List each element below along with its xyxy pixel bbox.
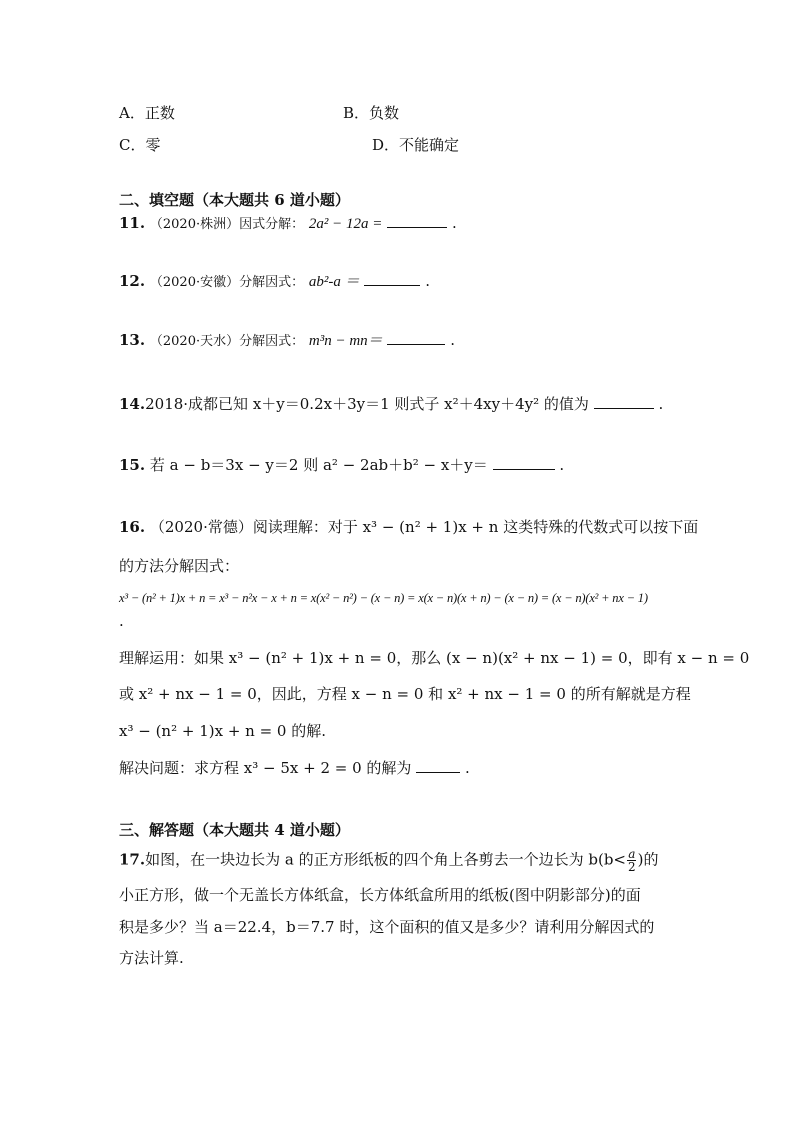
fraction-numerator: a xyxy=(628,847,636,861)
question-13 xyxy=(119,330,455,352)
answer-blank[interactable] xyxy=(387,330,445,345)
option-d: D．不能确定 xyxy=(372,136,460,154)
question-16-apply: 理解运用：如果 x³ − (n² + 1)x + n = 0，那么 (x − n)(x² + nx − 1) = 0，即有 x − n = 0 xyxy=(119,649,750,667)
option-c: C．零 xyxy=(119,136,161,154)
question-15 xyxy=(119,455,564,475)
question-16-solve xyxy=(119,758,470,778)
question-expression: 2a² − 12a = xyxy=(308,216,383,232)
question-expression: m³n − mn＝ xyxy=(308,333,383,349)
question-expression: ab²-a ＝ xyxy=(308,274,360,290)
question-17-line2: 小正方形，做一个无盖长方体纸盒，长方体纸盒所用的纸板(图中阴影部分)的面 xyxy=(119,886,641,904)
question-source: （2020·安徽）分解因式： xyxy=(149,275,305,290)
answer-blank[interactable] xyxy=(594,394,654,409)
question-12 xyxy=(119,271,430,293)
question-16-line7: x³ − (n² + 1)x + n = 0 的解. xyxy=(119,722,327,740)
question-17-line4: 方法计算. xyxy=(119,949,184,967)
answer-blank[interactable] xyxy=(493,455,555,470)
question-source: （2020·天水）分解因式： xyxy=(149,334,305,349)
question-end: . xyxy=(464,759,470,777)
question-17-line3: 积是多少？当 a＝22.4，b＝7.7 时，这个面积的值又是多少？请利用分解因式的 xyxy=(119,918,655,936)
question-16 xyxy=(119,517,698,537)
fraction-a-over-2 xyxy=(627,848,637,873)
derivation-end: . xyxy=(119,612,124,630)
section-heading-answer: 三、解答题（本大题共 4 道小题） xyxy=(119,821,350,839)
section-heading-fill-in: 二、填空题（本大题共 6 道小题） xyxy=(119,191,350,209)
question-number: 12. xyxy=(119,272,146,290)
question-source: （2020·株洲）因式分解： xyxy=(149,217,305,232)
question-end: . xyxy=(425,272,430,290)
question-number: 16. xyxy=(119,518,146,536)
question-16-line6: 或 x² + nx − 1 = 0，因此，方程 x − n = 0 和 x² + nx − 1 = 0 的所有解就是方程 xyxy=(119,685,691,703)
question-number: 15. xyxy=(119,456,146,474)
question-text: 2018·成都已知 x＋y＝0.2x＋3y＝1 则式子 x²＋4xy＋4y² 的值为 xyxy=(145,395,589,413)
question-11 xyxy=(119,213,457,235)
answer-blank[interactable] xyxy=(387,213,447,228)
question-16-line2: 的方法分解因式： xyxy=(119,557,240,575)
fraction-denominator: 2 xyxy=(627,860,636,874)
question-end: . xyxy=(451,214,457,232)
factorization-derivation: x³ − (n² + 1)x + n = x³ − n²x − x + n = x(x² − n²) − (x − n) = x(x − n)(x + n) − (x − n) = (x − n)(x² + nx − 1) xyxy=(119,591,648,605)
question-end: . xyxy=(450,331,456,349)
question-14 xyxy=(119,394,663,414)
question-text-line1a: 如图，在一块边长为 a 的正方形纸板的四个角上各剪去一个边长为 b(b< xyxy=(145,850,626,869)
question-text: 若 a − b＝3x − y＝2 则 a² − 2ab＋b² − x＋y＝ xyxy=(149,456,488,474)
question-number: 13. xyxy=(119,331,146,349)
question-number: 17. xyxy=(119,850,146,869)
question-text: 解决问题：求方程 x³ − 5x + 2 = 0 的解为 xyxy=(119,759,412,777)
question-end: . xyxy=(658,395,664,413)
answer-blank[interactable] xyxy=(416,758,460,773)
question-number: 11. xyxy=(119,214,146,232)
question-17 xyxy=(119,848,658,873)
answer-blank[interactable] xyxy=(364,271,420,286)
option-a: A．正数 xyxy=(119,104,175,122)
question-text-line1b: )的 xyxy=(637,850,659,869)
option-b: B．负数 xyxy=(343,104,400,122)
question-text-line1: （2020·常德）阅读理解：对于 x³ − (n² + 1)x + n 这类特殊的代数式可以按下面 xyxy=(149,518,699,536)
question-number: 14. xyxy=(119,395,146,413)
question-end: . xyxy=(559,456,565,474)
